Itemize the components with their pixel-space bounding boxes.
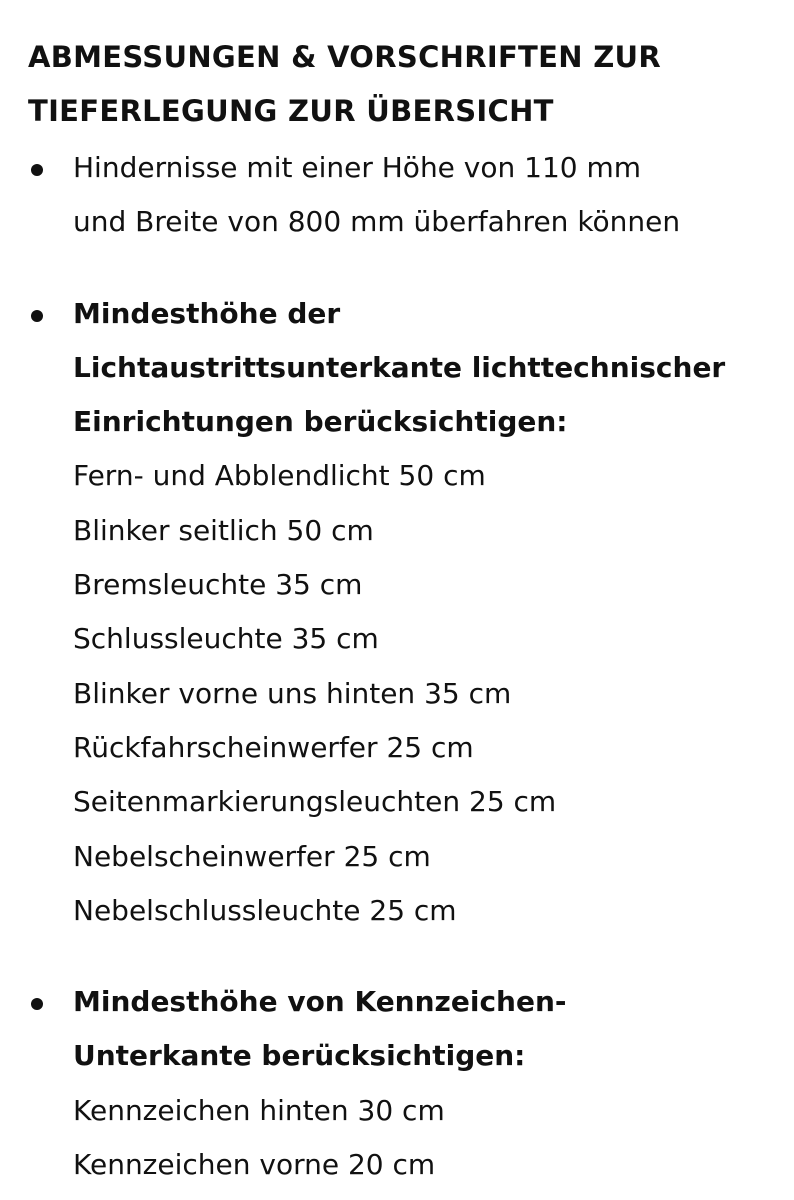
- page-title: [28, 30, 774, 138]
- lighting-value-rear-fog-light: Nebelschlussleuchte 25 cm: [73, 893, 457, 927]
- lighting-value-fog-lights: Nebelscheinwerfer 25 cm: [73, 839, 431, 873]
- requirements-list: [28, 141, 774, 1192]
- bullet-dot-icon: [31, 164, 43, 176]
- list-item-obstacles: [28, 141, 774, 250]
- plate-value-front: Kennzeichen vorne 20 cm: [73, 1148, 436, 1182]
- plate-value-rear: Kennzeichen hinten 30 cm: [73, 1093, 445, 1127]
- page-title-line-1: ABMESSUNGEN & VORSCHRIFTEN ZUR: [28, 40, 662, 74]
- obstacle-text-line-2: und Breite von 800 mm überfahren können: [73, 205, 681, 239]
- lighting-title-line-1: Mindesthöhe der: [73, 296, 341, 330]
- lighting-title-line-2: Lichtaustrittsunterkante lichttechnischer: [73, 350, 726, 384]
- lighting-value-side-markers: Seitenmarkierungsleuchten 25 cm: [73, 785, 557, 819]
- bullet-dot-icon: [31, 998, 43, 1010]
- lighting-value-brake-light: Bremsleuchte 35 cm: [73, 568, 363, 602]
- lighting-value-tail-light: Schlussleuchte 35 cm: [73, 622, 379, 656]
- plate-title-line-1: Mindesthöhe von Kennzeichen-: [73, 985, 567, 1019]
- list-item-lighting-heights: [28, 287, 774, 939]
- obstacle-text-line-1: Hindernisse mit einer Höhe von 110 mm: [73, 151, 642, 184]
- list-item-license-plate: [28, 975, 774, 1192]
- plate-title-line-2: Unterkante berücksichtigen:: [73, 1039, 526, 1073]
- bullet-dot-icon: [31, 310, 43, 322]
- lighting-value-indicators-front-rear: Blinker vorne uns hinten 35 cm: [73, 676, 512, 710]
- lighting-value-reversing-light: Rückfahrscheinwerfer 25 cm: [73, 730, 474, 764]
- lighting-title-line-3: Einrichtungen berücksichtigen:: [73, 405, 568, 439]
- lighting-value-headlights: Fern- und Abblendlicht 50 cm: [73, 459, 486, 493]
- page-title-line-2: TIEFERLEGUNG ZUR ÜBERSICHT: [28, 94, 554, 128]
- lighting-value-side-indicator: Blinker seitlich 50 cm: [73, 513, 374, 547]
